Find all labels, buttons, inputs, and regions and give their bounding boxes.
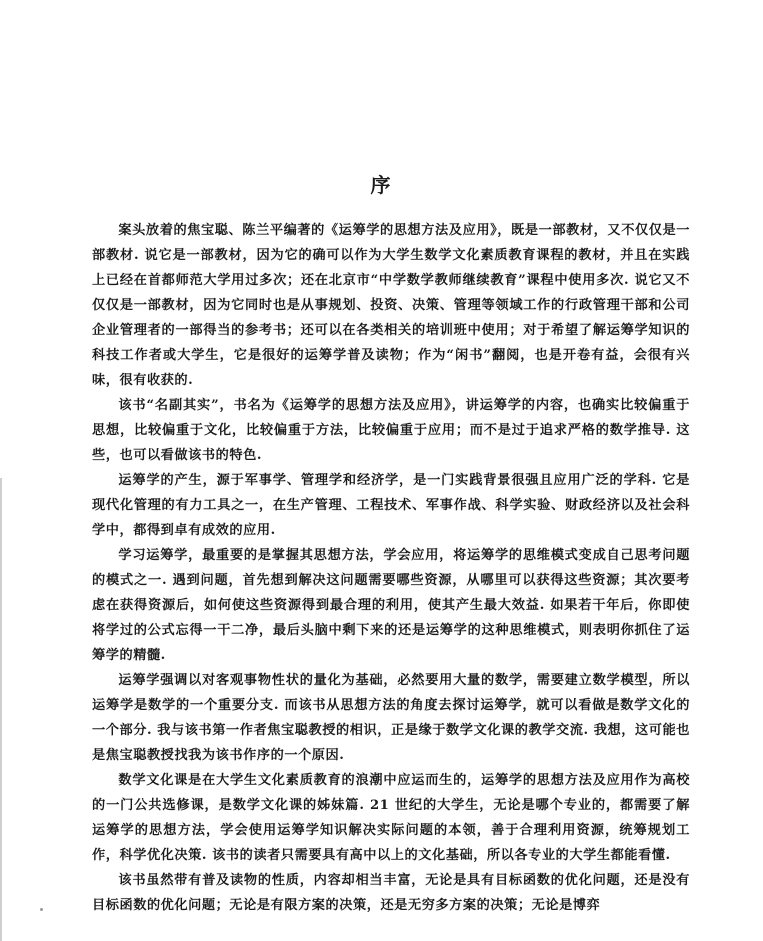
scan-speck xyxy=(40,908,43,911)
paragraph-6: 数学文化课是在大学生文化素质教育的浪潮中应运而生的，运筹学的思想方法及应用作为高校的一门公共选修课，是数学文化课的姊妹篇. 21 世纪的大学生，无论是哪个专业的，都需要了解运筹学的思想方法，学会使用运筹学知识解决实际问题的本领，善于合理利用资源，统筹规划工作，科学优化决策. 该书的读者只需要具有高中以上的文化基础，所以各专业的大学生都能看懂. xyxy=(92,773,690,863)
paragraph-5: 运筹学强调以对客观事物性状的量化为基础，必然要用大量的数学，需要建立数学模型，所以运筹学是数学的一个重要分支. 而该书从思想方法的角度去探讨运筹学，就可以看做是数学文化的一个部分. 我与该书第一作者焦宝聪教授的相识，正是缘于数学文化课的教学交流. 我想，这可能也是焦宝聪教授找我为该书作序的一个原因. xyxy=(92,673,690,763)
paragraph-1: 案头放着的焦宝聪、陈兰平编著的《运筹学的思想方法及应用》，既是一部教材，又不仅仅是一部教材. 说它是一部教材，因为它的确可以作为大学生数学文化素质教育课程的教材，并且在实践上已经在首都师范大学用过多次；还在北京市“中学数学教师继续教育”课程中使用多次. 说它又不仅仅是一部教材，因为它同时也是从事规划、投资、决策、管理等领域工作的行政管理干部和公司企业管理者的一部得当的参考书；还可以在各类相关的培训班中使用；对于希望了解运筹学知识的科技工作者或大学生，它是很好的运筹学普及读物；作为“闲书”翻阅，也是开卷有益，会很有兴味，很有收获的. xyxy=(92,223,690,388)
body-text xyxy=(92,218,690,918)
paragraph-2: 该书“名副其实”，书名为《运筹学的思想方法及应用》，讲运筹学的内容，也确实比较偏重于思想，比较偏重于文化，比较偏重于方法，比较偏重于应用；而不是过于追求严格的数学推导. 这些，也可以看做该书的特色. xyxy=(92,398,690,463)
page-title: 序 xyxy=(370,173,393,197)
paragraph-3: 运筹学的产生，源于军事学、管理学和经济学，是一门实践背景很强且应用广泛的学科. 它是现代化管理的有力工具之一，在生产管理、工程技术、军事作战、科学实验、财政经济以及社会科学中，都得到卓有成效的应用. xyxy=(92,473,690,538)
scan-edge-shadow xyxy=(0,478,2,941)
paragraph-7: 该书虽然带有普及读物的性质，内容却相当丰富，无论是具有目标函数的优化问题，还是没有目标函数的优化问题；无论是有限方案的决策，还是无穷多方案的决策；无论是博弈 xyxy=(92,873,690,913)
paragraph-4: 学习运筹学，最重要的是掌握其思想方法，学会应用，将运筹学的思维模式变成自己思考问题的模式之一. 遇到问题，首先想到解决这问题需要哪些资源，从哪里可以获得这些资源；其次要考虑在获得资源后，如何使这些资源得到最合理的利用，使其产生最大效益. 如果若干年后，你即使将学过的公式忘得一干二净，最后头脑中剩下来的还是运筹学的这种思维模式，则表明你抓住了运筹学的精髓. xyxy=(92,548,690,663)
